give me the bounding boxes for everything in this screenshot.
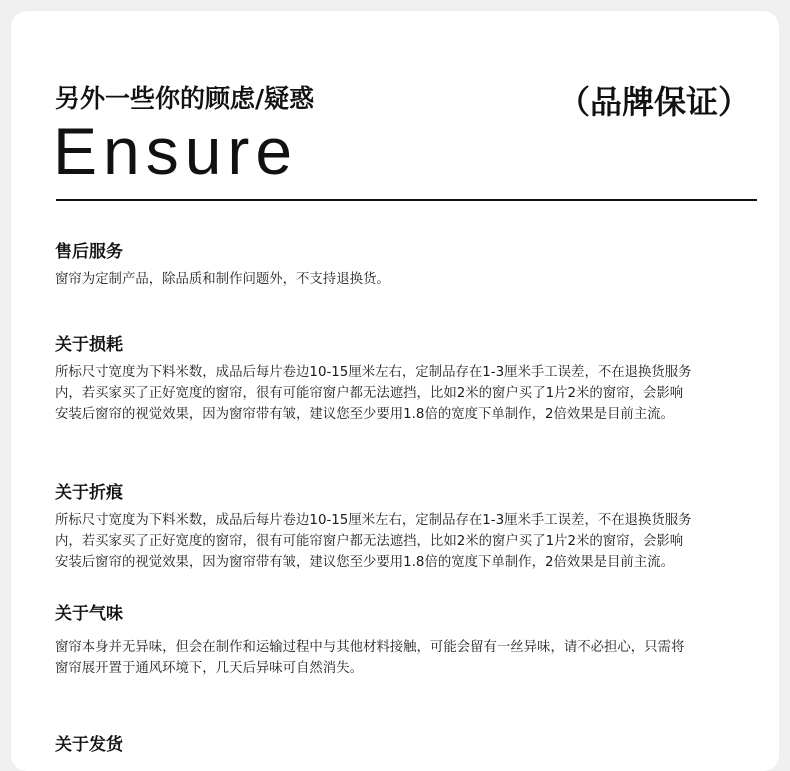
section-title: 关于气味 bbox=[55, 604, 123, 624]
header-divider bbox=[56, 199, 757, 201]
ensure-wordmark: Ensure bbox=[53, 114, 299, 188]
body-line: 安装后窗帘的视觉效果，因为窗帘带有皱，建议您至少要用1.8倍的宽度下单制作，2倍效果是目前主流。 bbox=[55, 555, 674, 570]
section-shipping bbox=[55, 734, 775, 756]
section-title: 关于发货 bbox=[55, 735, 123, 755]
body-line: 窗帘展开置于通风环境下，几天后异味可自然消失。 bbox=[55, 661, 363, 676]
body-line: 所标尺寸宽度为下料米数，成品后每片卷边10-15厘米左右，定制品存在1-3厘米手工误差，不在退换货服务 bbox=[55, 513, 692, 528]
body-line: 所标尺寸宽度为下料米数，成品后每片卷边10-15厘米左右，定制品存在1-3厘米手工误差，不在退换货服务 bbox=[55, 365, 692, 380]
content-card bbox=[11, 11, 779, 771]
body-line: 窗帘本身并无异味，但会在制作和运输过程中与其他材料接触，可能会留有一丝异味，请不必担心，只需将 bbox=[55, 640, 685, 655]
section-body bbox=[55, 269, 775, 290]
section-creases bbox=[55, 482, 775, 573]
body-line: 内，若买家买了正好宽度的窗帘，很有可能帘窗户都无法遮挡，比如2米的窗户买了1片2米的窗帘，会影响 bbox=[55, 534, 684, 549]
section-body bbox=[55, 362, 775, 425]
section-title: 关于折痕 bbox=[55, 483, 123, 503]
brand-guarantee-label: （品牌保证） bbox=[557, 83, 750, 121]
section-body bbox=[55, 510, 775, 573]
section-title: 售后服务 bbox=[55, 242, 123, 262]
body-line: 窗帘为定制产品，除品质和制作问题外，不支持退换货。 bbox=[55, 272, 390, 287]
section-title: 关于损耗 bbox=[55, 335, 123, 355]
body-line: 安装后窗帘的视觉效果，因为窗帘带有皱，建议您至少要用1.8倍的宽度下单制作，2倍效果是目前主流。 bbox=[55, 407, 674, 422]
section-wastage bbox=[55, 334, 775, 425]
page-title: 另外一些你的顾虑/疑惑 bbox=[55, 84, 315, 113]
section-odor bbox=[55, 603, 775, 679]
body-line: 内，若买家买了正好宽度的窗帘，很有可能帘窗户都无法遮挡，比如2米的窗户买了1片2米的窗帘，会影响 bbox=[55, 386, 684, 401]
section-after-sales bbox=[55, 241, 775, 290]
section-body bbox=[55, 637, 775, 679]
